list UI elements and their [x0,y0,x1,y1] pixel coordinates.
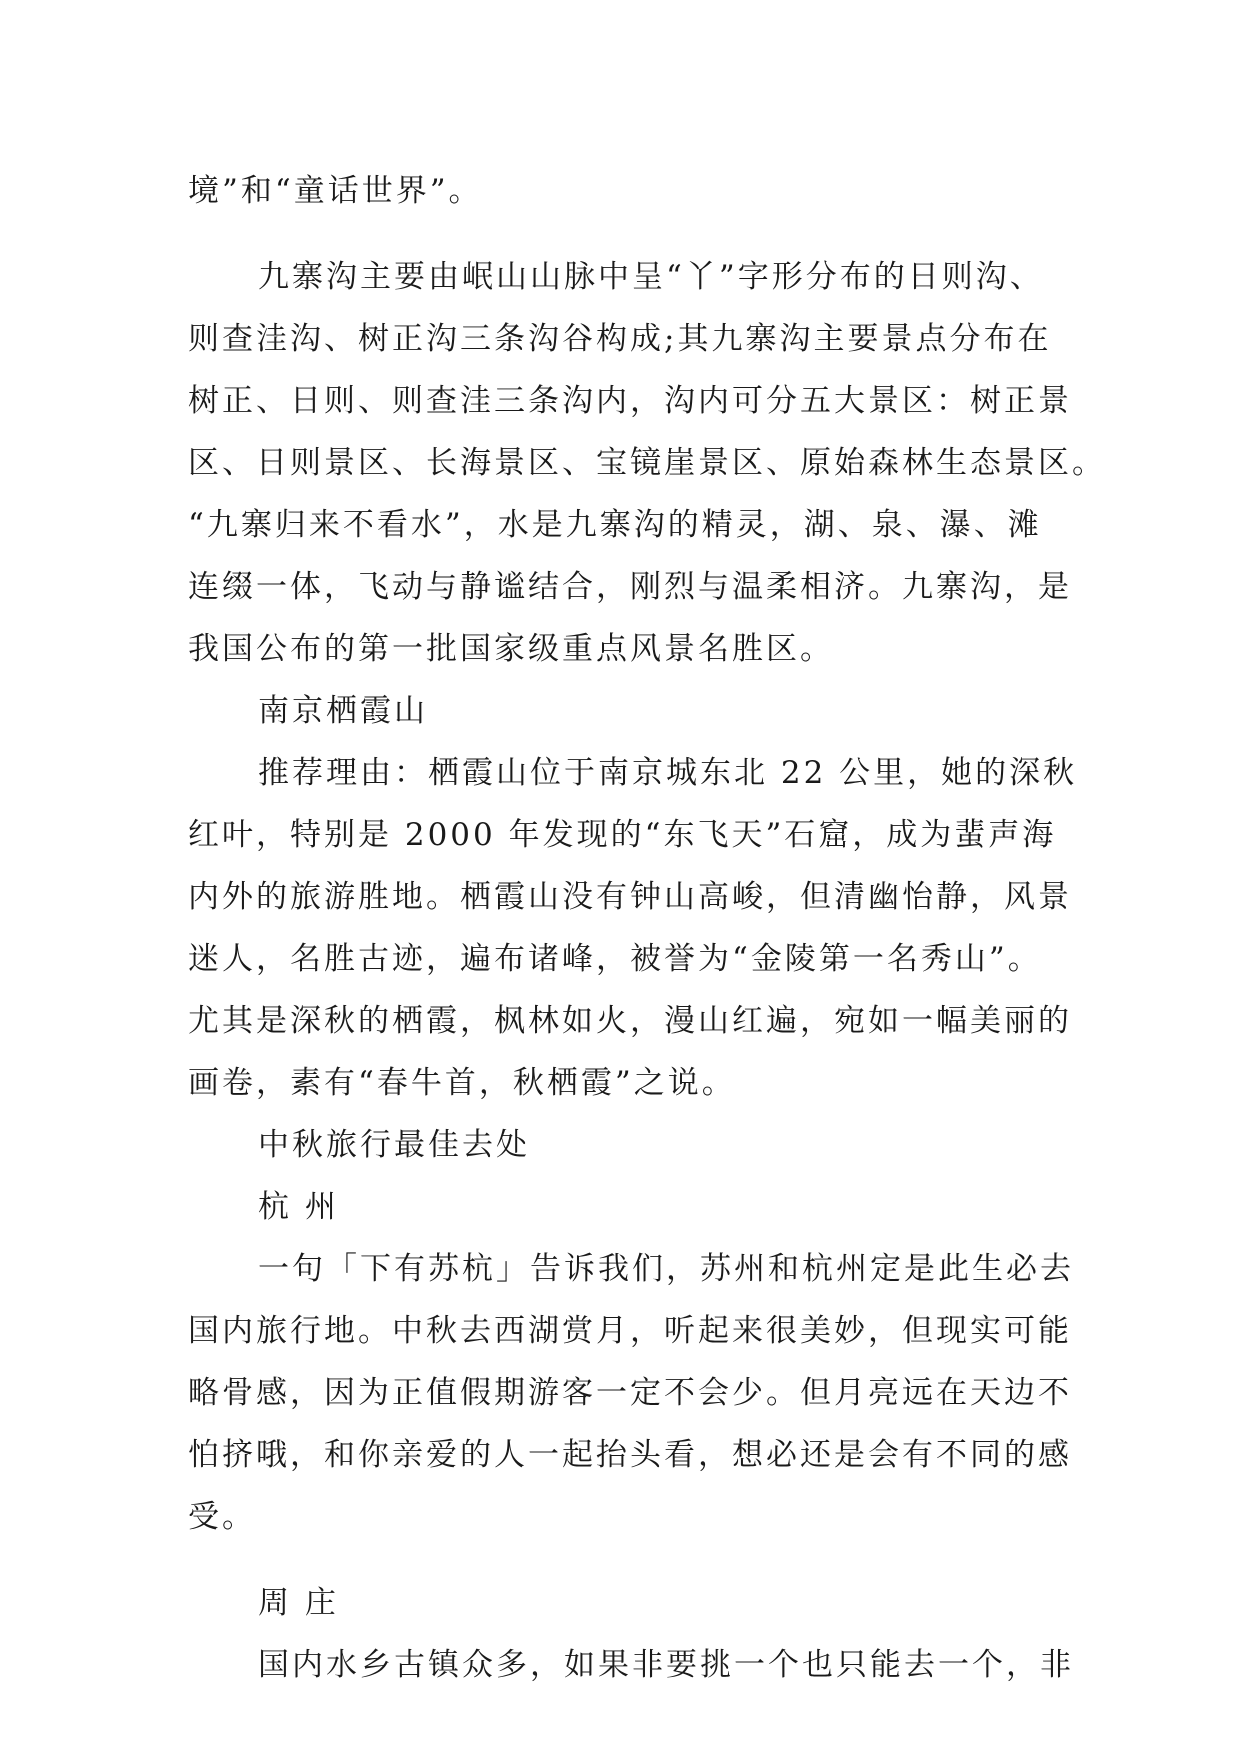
paragraph-first-line: 一句「下有苏杭」告诉我们，苏州和杭州定是此生必去 [258,1251,1074,1287]
text-line: 红叶，特别是 2000 年发现的“东飞天”石窟，成为蜚声海 [188,817,1057,853]
text-line: 画卷，素有“春牛首，秋栖霞”之说。 [188,1065,736,1101]
section-heading: 杭 州 [258,1189,339,1225]
text-line: “九寨归来不看水”，水是九寨沟的精灵，湖、泉、瀑、滩 [188,507,1042,543]
text-line: 连缀一体，飞动与静谧结合，刚烈与温柔相济。九寨沟，是 [188,569,1072,605]
text-line: 我国公布的第一批国家级重点风景名胜区。 [188,631,834,667]
text-line: 则查洼沟、树正沟三条沟谷构成;其九寨沟主要景点分布在 [188,321,1052,357]
text-line: 略骨感，因为正值假期游客一定不会少。但月亮远在天边不 [188,1375,1072,1411]
paragraph-first-line: 国内水乡古镇众多，如果非要挑一个也只能去一个，非 [258,1647,1074,1683]
text-line: 树正、日则、则查洼三条沟内，沟内可分五大景区：树正景 [188,383,1072,419]
text-line: 迷人，名胜古迹，遍布诸峰，被誉为“金陵第一名秀山”。 [188,941,1042,977]
section-heading: 中秋旅行最佳去处 [258,1127,530,1163]
paragraph-first-line: 九寨沟主要由岷山山脉中呈“丫”字形分布的日则沟、 [258,259,1044,295]
text-line: 境”和“童话世界”。 [188,173,483,209]
text-line: 受。 [188,1499,256,1535]
text-line: 国内旅行地。中秋去西湖赏月，听起来很美妙，但现实可能 [188,1313,1072,1349]
text-line: 尤其是深秋的栖霞，枫林如火，漫山红遍，宛如一幅美丽的 [188,1003,1072,1039]
paragraph-first-line: 推荐理由：栖霞山位于南京城东北 22 公里，她的深秋 [258,755,1078,791]
section-heading: 周 庄 [258,1585,339,1621]
text-line: 怕挤哦，和你亲爱的人一起抬头看，想必还是会有不同的感 [188,1437,1072,1473]
section-heading: 南京栖霞山 [258,693,428,729]
text-line: 内外的旅游胜地。栖霞山没有钟山高峻，但清幽怡静，风景 [188,879,1072,915]
text-line: 区、日则景区、长海景区、宝镜崖景区、原始森林生态景区。 [188,445,1106,481]
document-body [188,160,1106,1696]
